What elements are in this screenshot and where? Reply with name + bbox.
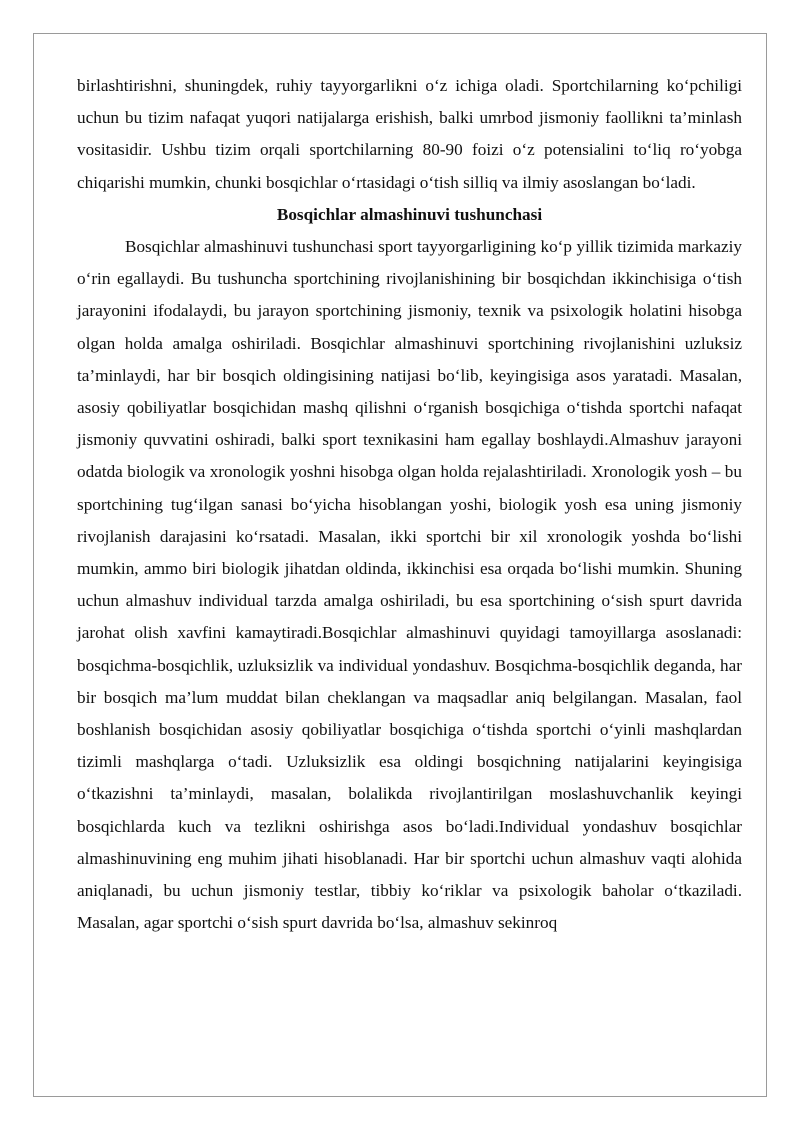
body-paragraph: Bosqichlar almashinuvi tushunchasi sport tayyorgarligining ko‘p yillik tizimida markaziy o‘rin egallaydi. Bu tushuncha sportchining rivojlanishining bir bosqichdan ikkinchisiga o‘tish jarayonini ifodalaydi, bu jarayon sportchining jismoniy, texnik va psixologik holatini hisobga olgan holda amalga oshiriladi. Bosqichlar almashinuvi sportchining rivojlanishini uzluksiz ta’minlaydi, har bir bosqich oldingisining natijasi bo‘lib, keyingisiga asos yaratadi. Masalan, asosiy qobiliyatlar bosqichidan mashq qilishni o‘rganish bosqichiga o‘tishda sportchi nafaqat jismoniy quvvatini oshiradi, balki sport texnikasini ham egallay boshlaydi.Almashuv jarayoni odatda biologik va xronologik yoshni hisobga olgan holda rejalashtiriladi. Xronologik yosh – bu sportchining tug‘ilgan sanasi bo‘yicha hisoblangan yoshi, biologik yosh esa uning jismoniy rivojlanish darajasini ko‘rsatadi. Masalan, ikki sportchi bir xil xronologik yoshda bo‘lishi mumkin, ammo biri biologik jihatdan oldinda, ikkinchisi esa orqada bo‘lishi mumkin. Shuning uchun almashuv individual tarzda amalga oshiriladi, bu esa sportchining o‘sish spurt davrida jarohat olish xavfini kamaytiradi.Bosqichlar almashinuvi quyidagi tamoyillarga asoslanadi: bosqichma-bosqichlik, uzluksizlik va individual yondashuv. Bosqichma-bosqichlik deganda, har bir bosqich ma’lum muddat bilan cheklangan va maqsadlar aniq belgilangan. Masalan, faol boshlanish bosqichidan asosiy qobiliyatlar bosqichiga o‘tishda sportchi o‘yinli mashqlardan tizimli mashqlarga o‘tadi. Uzluksizlik esa oldingi bosqichning natijalarini keyingisiga o‘tkazishni ta’minlaydi, masalan, bolalikda rivojlantirilgan moslashuvchanlik keyingi bosqichlarda kuch va tezlikni oshirishga asos bo‘ladi.Individual yondashuv bosqichlar almashinuvining eng muhim jihati hisoblanadi. Har bir sportchi uchun almashuv vaqti alohida aniqlanadi, bu uchun jismoniy testlar, tibbiy ko‘riklar va psixologik baholar o‘tkaziladi. Masalan, agar sportchi o‘sish spurt davrida bo‘lsa, almashuv sekinroq (77, 237, 742, 933)
section-heading: Bosqichlar almashinuvi tushunchasi (276, 204, 543, 224)
document-body (77, 70, 742, 939)
intro-paragraph: birlashtirishni, shuningdek, ruhiy tayyorgarlikni o‘z ichiga oladi. Sportchilarning ko‘pchiligi uchun bu tizim nafaqat yuqori natijalarga erishish, balki umrbod jismoniy faollikni ta’minlash vositasidir. Ushbu tizim orqali sportchilarning 80-90 foizi o‘z potensialini to‘liq ro‘yobga chiqarishi mumkin, chunki bosqichlar o‘rtasidagi o‘tish silliq va ilmiy asoslangan bo‘ladi. (77, 76, 742, 192)
